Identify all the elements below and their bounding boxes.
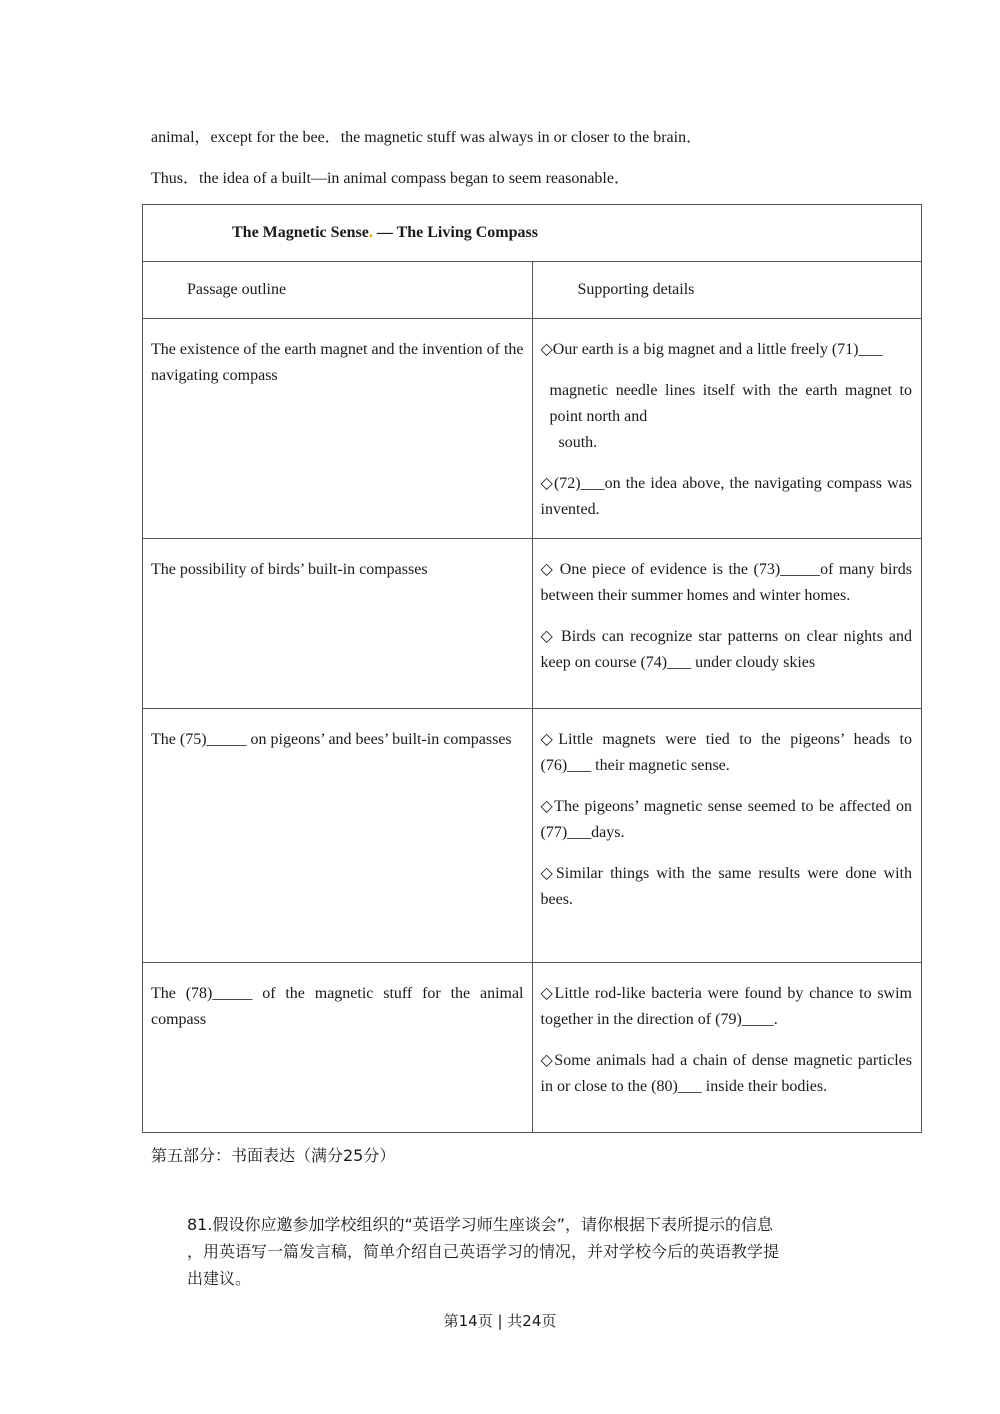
details-cell — [532, 319, 922, 539]
outline-cell: The (78)_____ of the magnetic stuff for the animal compass — [143, 963, 533, 1133]
intro-line-1: animal，except for the bee．the magnetic stuff was always in or closer to the brain． — [151, 129, 703, 146]
detail-line: ◇Our earth is a big magnet and a little freely (71)___ — [540, 341, 883, 358]
details-cell — [532, 539, 922, 709]
task-line: ，用英语写一篇发言稿，简单介绍自己英语学习的情况，并对学校今后的英语教学提 — [187, 1242, 780, 1261]
detail-line: magnetic needle lines itself with the earth magnet to point north and — [549, 382, 912, 425]
details-cell — [532, 963, 922, 1133]
header-supporting-details: Supporting details — [532, 262, 922, 319]
detail-line: ◇Some animals had a chain of dense magnetic particles in or close to the (80)___ inside their bodies. — [540, 1052, 912, 1095]
detail-line: ◇The pigeons’ magnetic sense seemed to be affected on (77)___days. — [540, 798, 912, 841]
detail-line: ◇Little rod-like bacteria were found by chance to swim together in the direction of (79)____. — [540, 985, 912, 1028]
intro-line-2: Thus．the idea of a built—in animal compass began to seem reasonable． — [151, 170, 630, 187]
detail-line: ◇ One piece of evidence is the (73)_____of many birds between their summer homes and winter homes. — [540, 561, 912, 604]
table-row — [143, 319, 922, 539]
detail-line: ◇Similar things with the same results were done with bees. — [540, 865, 912, 908]
detail-line: south. — [558, 434, 598, 451]
outline-cell: The possibility of birds’ built-in compasses — [143, 539, 533, 709]
detail-line: ◇ Birds can recognize star patterns on clear nights and keep on course (74)___ under cloudy skies — [540, 628, 912, 671]
table-title — [143, 205, 922, 262]
table-row — [143, 709, 922, 963]
outline-table — [142, 204, 922, 1133]
detail-line: ◇(72)___on the idea above, the navigating compass was invented. — [540, 475, 912, 518]
title-part-a: The Magnetic Sense — [232, 224, 369, 241]
table-row — [143, 539, 922, 709]
task-line: 81.假设你应邀参加学校组织的“英语学习师生座谈会”，请你根据下表所提示的信息 — [187, 1215, 774, 1234]
title-part-b: — The Living Compass — [376, 224, 538, 241]
table-row — [143, 963, 922, 1133]
detail-line: ◇Little magnets were tied to the pigeons’ heads to (76)___ their magnetic sense. — [540, 731, 912, 774]
title-dot: . — [368, 224, 373, 241]
details-cell — [532, 709, 922, 963]
writing-task — [187, 1211, 847, 1292]
page-footer: 第14页 | 共24页 — [443, 1312, 557, 1330]
outline-cell: The existence of the earth magnet and the invention of the navigating compass — [143, 319, 533, 539]
task-line: 出建议。 — [187, 1269, 252, 1288]
outline-cell: The (75)_____ on pigeons’ and bees’ built-in compasses — [143, 709, 533, 963]
section-heading: 第五部分：书面表达（满分25分） — [151, 1146, 396, 1165]
header-passage-outline: Passage outline — [143, 262, 533, 319]
